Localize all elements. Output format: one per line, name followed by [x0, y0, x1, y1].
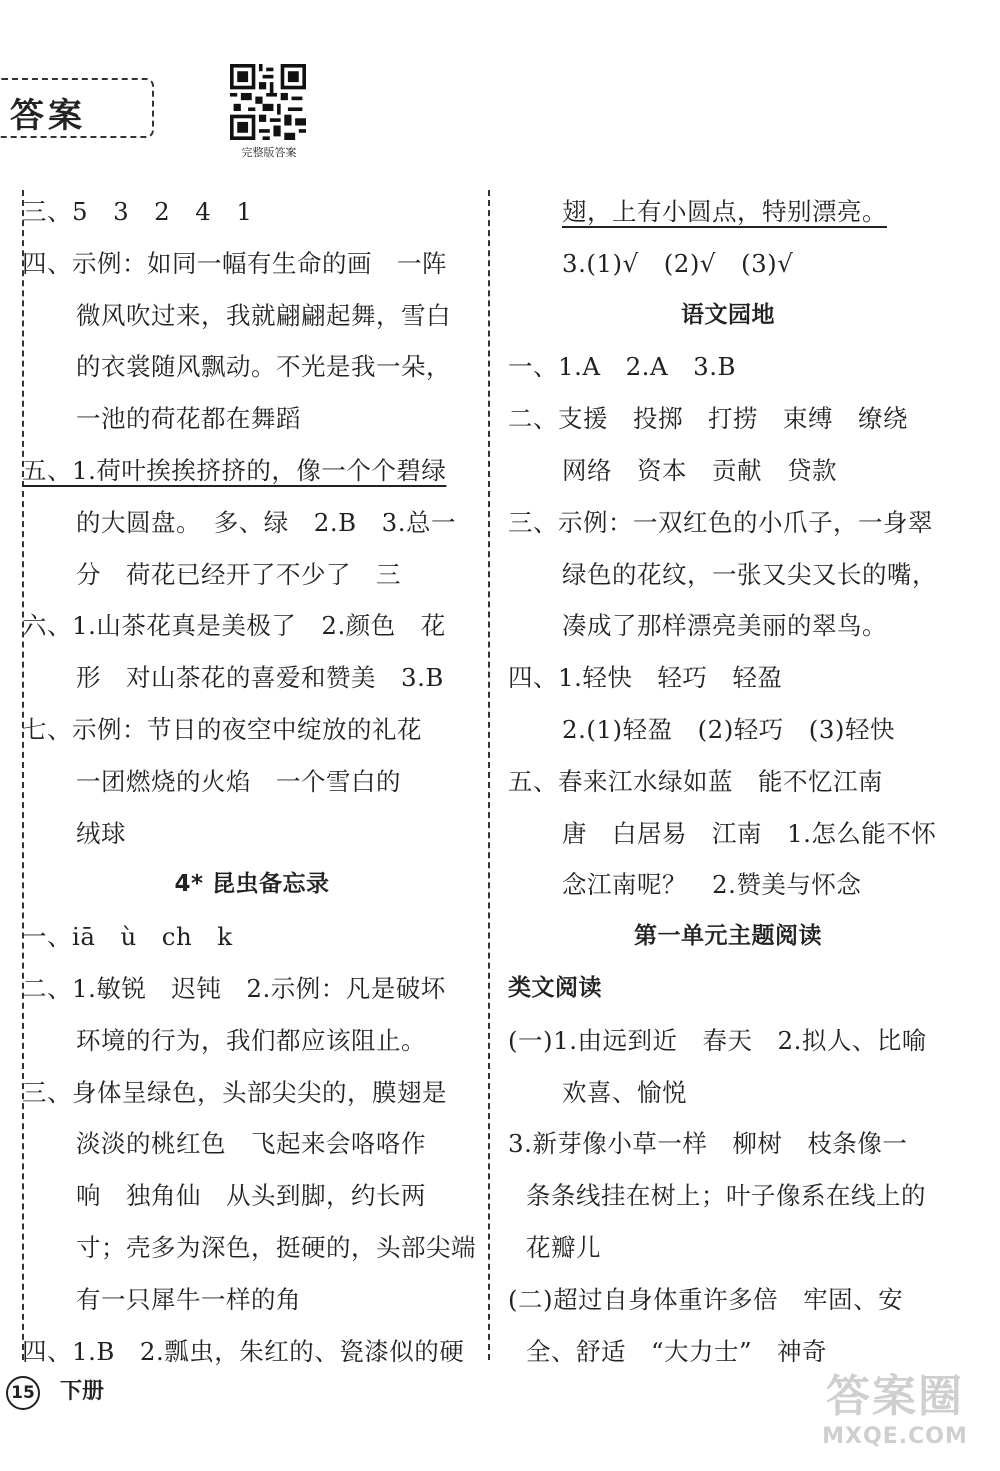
answer-line [508, 445, 948, 497]
answer-text: 环境的行为，我们都应该阻止。 [76, 1025, 426, 1055]
answer-text: 一池的荷花都在舞蹈 [76, 404, 301, 434]
answer-text: 全、舒适 “大力士” 神奇 [526, 1336, 828, 1366]
answer-line [508, 704, 948, 756]
answer-line [22, 1118, 482, 1170]
answer-text: 四、示例：如同一幅有生命的画 一阵 [22, 248, 447, 278]
answer-line [508, 859, 948, 911]
answer-line [508, 186, 948, 238]
answer-line [508, 756, 948, 808]
answer-text: 4* 昆虫备忘录 [174, 871, 330, 898]
right-column [508, 186, 948, 1377]
section-title [22, 859, 482, 911]
answer-line [508, 341, 948, 393]
answer-text: 四、1.轻快 轻巧 轻盈 [508, 663, 783, 693]
answer-line [22, 445, 482, 497]
answer-text: 唐 白居易 江南 1.怎么能不怀 [562, 818, 937, 848]
answer-text: 一、1.A 2.A 3.B [508, 352, 737, 382]
answer-text: 网络 资本 贡献 贷款 [562, 455, 837, 485]
answer-line [22, 186, 482, 238]
answer-text: 凑成了那样漂亮美丽的翠鸟。 [562, 611, 887, 641]
answer-text: 的大圆盘。 多、绿 2.B 3.总一 [76, 507, 457, 537]
answer-line [508, 238, 948, 290]
answer-line [508, 1118, 948, 1170]
answer-line [22, 1067, 482, 1119]
answer-line [508, 1067, 948, 1119]
answer-text: 绿色的花纹，一张又尖又长的嘴， [562, 559, 937, 589]
column-divider [488, 190, 490, 1360]
answer-text: 三、示例：一双红色的小爪子，一身翠 [508, 507, 933, 537]
answer-line [508, 393, 948, 445]
answer-line [22, 1170, 482, 1222]
answer-text: 五、1.荷叶挨挨挤挤的，像一个个碧绿 [22, 455, 447, 485]
answer-line [22, 756, 482, 808]
page-number: 15 [6, 1376, 40, 1410]
page-footer [6, 1374, 104, 1410]
answer-text: 绒球 [76, 818, 126, 848]
volume-label: 下册 [60, 1379, 105, 1404]
watermark-logo [800, 1360, 990, 1460]
answer-text: 第一单元主题阅读 [634, 923, 822, 950]
answer-text: 欢喜、愉悦 [562, 1077, 687, 1107]
answer-text: 分 荷花已经开了不少了 三 [76, 559, 401, 589]
qr-code[interactable] [230, 64, 306, 140]
answer-text: 形 对山茶花的喜爱和赞美 3.B [76, 663, 444, 693]
answer-text: 有一只犀牛一样的角 [76, 1284, 301, 1314]
answer-text: 类文阅读 [508, 974, 602, 1001]
answer-text: (二)超过自身体重许多倍 牢固、安 [508, 1284, 904, 1314]
answer-line [22, 1222, 482, 1274]
answer-line [22, 652, 482, 704]
answer-text: 三、身体呈绿色，头部尖尖的，膜翅是 [22, 1077, 447, 1107]
answer-text: 微风吹过来，我就翩翩起舞，雪白 [76, 300, 451, 330]
answer-text: (一)1.由远到近 春天 2.拟人、比喻 [508, 1025, 927, 1055]
answer-line [22, 1274, 482, 1326]
section-title [508, 290, 948, 342]
answer-text: 的衣裳随风飘动。不光是我一朵， [76, 352, 451, 382]
subsection-title [508, 963, 948, 1015]
answer-text: 四、1.B 2.瓢虫，朱红的、瓷漆似的硬 [22, 1336, 465, 1366]
answer-line [22, 704, 482, 756]
watermark-text: 答案圈 [826, 1371, 964, 1422]
answer-text: 淡淡的桃红色 飞起来会咯咯作 [76, 1129, 426, 1159]
answer-line [22, 341, 482, 393]
answer-text: 翅，上有小圆点，特别漂亮。 [562, 197, 887, 226]
section-title [508, 911, 948, 963]
answer-text: 六、1.山茶花真是美极了 2.颜色 花 [22, 611, 446, 641]
answer-line [508, 1015, 948, 1067]
answer-text: 三、5 3 2 4 1 [22, 197, 253, 226]
answer-text: 花瓣儿 [526, 1232, 601, 1262]
answer-text: 语文园地 [681, 301, 775, 328]
answer-line [508, 1222, 948, 1274]
answer-line [22, 963, 482, 1015]
answer-line [22, 600, 482, 652]
answer-line [22, 549, 482, 601]
answer-line [22, 808, 482, 860]
answer-text: 念江南呢？ 2.赞美与怀念 [562, 870, 862, 900]
answer-line [22, 393, 482, 445]
qr-caption: 完整版答案 [241, 146, 297, 159]
answer-text: 2.(1)轻盈 (2)轻巧 (3)轻快 [562, 714, 895, 744]
answer-text: 寸；壳多为深色，挺硬的，头部尖端 [76, 1232, 476, 1262]
answer-text: 3.(1)√ (2)√ (3)√ [562, 248, 794, 278]
answer-line [22, 1326, 482, 1378]
answer-line [508, 808, 948, 860]
answer-text: 响 独角仙 从头到脚，约长两 [76, 1181, 426, 1211]
watermark-url: MXQE.COM [822, 1424, 968, 1449]
answer-text: 一团燃烧的火焰 一个雪白的 [76, 766, 401, 796]
answer-line [508, 549, 948, 601]
answer-title: 答案 [10, 96, 86, 136]
answer-line [22, 497, 482, 549]
answer-line [508, 1170, 948, 1222]
answer-line [508, 652, 948, 704]
answer-text: 3.新芽像小草一样 柳树 枝条像一 [508, 1129, 908, 1159]
answer-line [22, 290, 482, 342]
answer-text: 二、支援 投掷 打捞 束缚 缭绕 [508, 404, 908, 434]
answer-text: 二、1.敏锐 迟钝 2.示例：凡是破坏 [22, 973, 446, 1003]
answer-line [508, 497, 948, 549]
answer-line [508, 600, 948, 652]
answer-line [508, 1274, 948, 1326]
answer-header-box [0, 78, 154, 138]
answer-text: 五、春来江水绿如蓝 能不忆江南 [508, 766, 883, 796]
left-column [22, 186, 482, 1377]
answer-line [22, 1015, 482, 1067]
answer-text: 一、iā ù ch k [22, 922, 233, 952]
answer-line [22, 911, 482, 963]
answer-text: 条条线挂在树上；叶子像系在线上的 [526, 1181, 926, 1211]
answer-line [22, 238, 482, 290]
answer-text: 七、示例：节日的夜空中绽放的礼花 [22, 714, 422, 744]
